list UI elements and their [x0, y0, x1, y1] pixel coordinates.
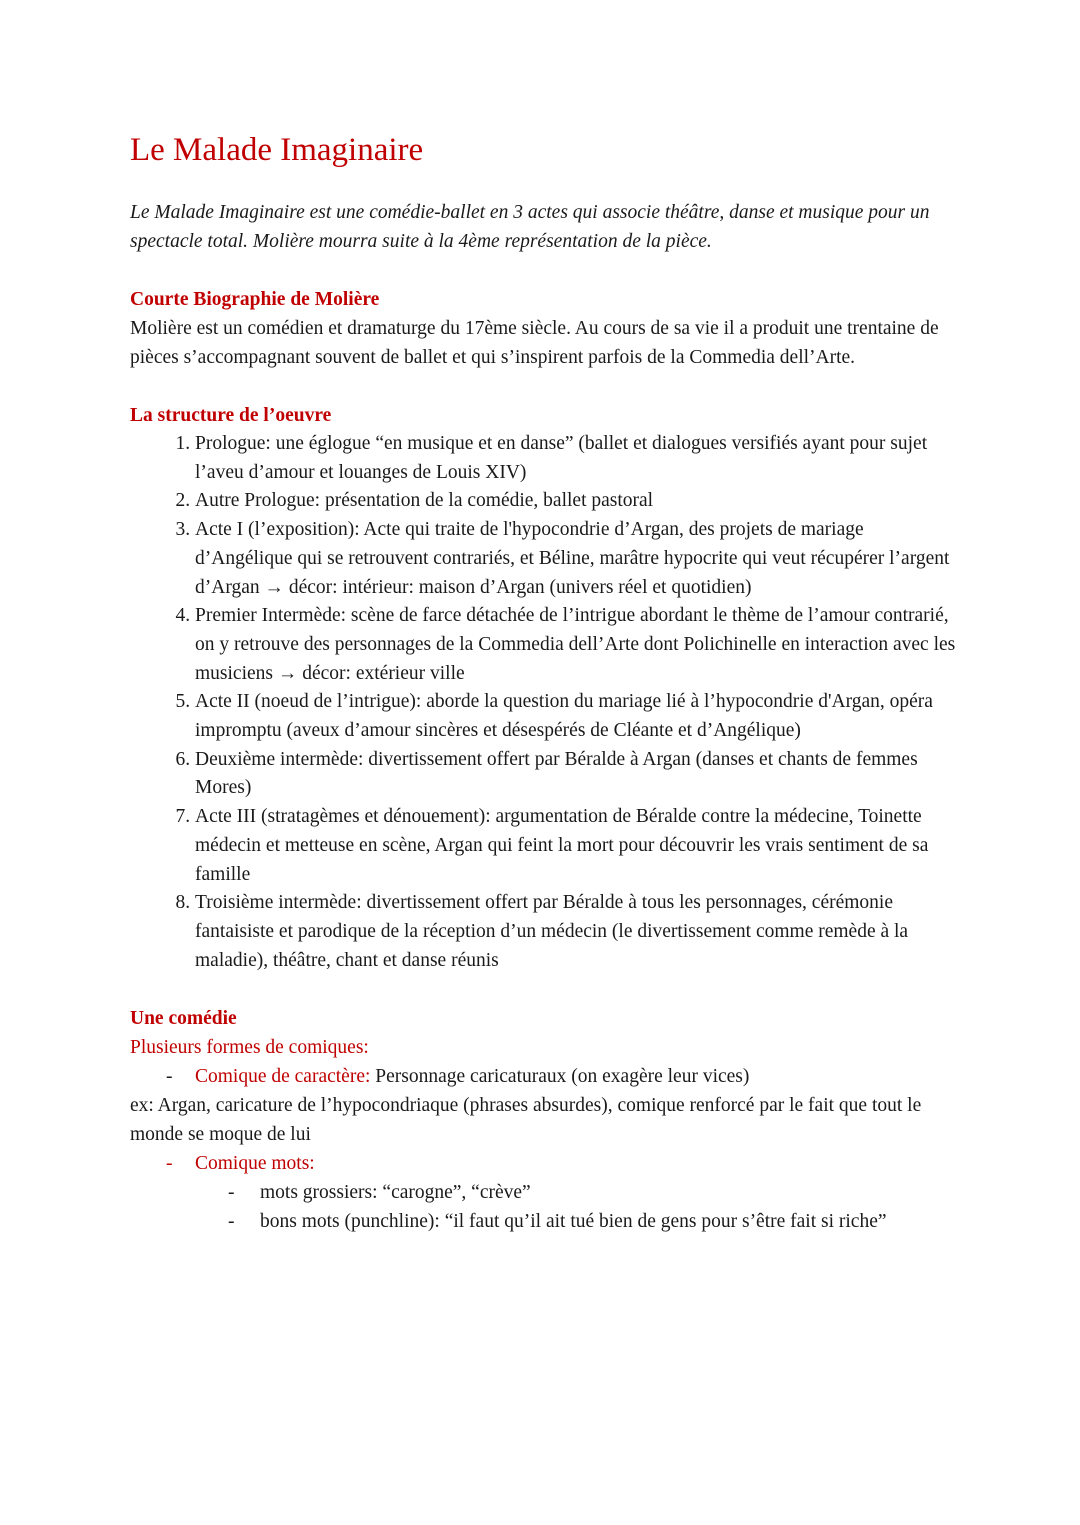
dash-bullet: - — [166, 1153, 173, 1175]
comique-caractere-label: Comique de caractère: — [195, 1066, 371, 1088]
document-page — [130, 128, 960, 1236]
list-item: 4. Premier Intermède: scène de farce détachée de l’intrigue abordant le thème de l’amour contrarié, on y retrouve des personnages de la Commedia dell’Arte dont Polichinelle en interaction avec les musiciens → décor: extérieur ville — [195, 602, 960, 688]
structure-section — [130, 401, 960, 975]
comique-mots-subitem — [130, 1207, 960, 1236]
dash-bullet: - — [228, 1182, 235, 1204]
list-item: 2. Autre Prologue: présentation de la comédie, ballet pastoral — [195, 487, 960, 516]
comique-mots-subitem-text: mots grossiers: “carogne”, “crève” — [260, 1182, 531, 1204]
comedy-section — [130, 1004, 960, 1236]
dash-bullet: - — [228, 1211, 235, 1233]
argan-example: ex: Argan, caricature de l’hypocondriaque (phrases absurdes), comique renforcé par le fait que tout le monde se moque de lui — [130, 1095, 922, 1146]
list-item: 3. Acte I (l’exposition): Acte qui traite de l'hypocondrie d’Argan, des projets de mariage d’Angélique qui se retrouvent contrariés, et Béline, marâtre hypocrite qui veut récupérer l’argent d’Argan → décor: intérieur: maison d’Argan (univers réel et quotidien) — [195, 516, 960, 602]
comique-mots-subitem — [130, 1178, 960, 1207]
list-item: 7. Acte III (stratagèmes et dénouement): argumentation de Béralde contre la médecine, Toinette médecin et metteuse en scène, Argan qui feint la mort pour découvrir les vrais sentiment de sa famille — [195, 803, 960, 889]
biography-text: Molière est un comédien et dramaturge du 17ème siècle. Au cours de sa vie il a produit une trentaine de pièces s’accompagnant souvent de ballet et qui s’inspirent parfois de la Commedia dell’Arte. — [130, 318, 939, 368]
dash-bullet: - — [166, 1066, 173, 1088]
comique-caractere-text: Personnage caricaturaux (on exagère leur vices) — [370, 1066, 750, 1088]
biography-heading: Courte Biographie de Molière — [130, 289, 380, 310]
list-item: 5. Acte II (noeud de l’intrigue): aborde la question du mariage lié à l’hypocondrie d'Argan, opéra impromptu (aveux d’amour sincères et désespérés de Cléante et d’Angélique) — [195, 688, 960, 745]
document-title: Le Malade Imaginaire — [130, 132, 424, 168]
comedy-subheading: Plusieurs formes de comiques: — [130, 1037, 369, 1059]
structure-list — [130, 430, 960, 975]
comique-mots-label: Comique mots: — [195, 1153, 315, 1175]
comique-caractere-item — [130, 1062, 960, 1091]
list-item: 6. Deuxième intermède: divertissement offert par Béralde à Argan (danses et chants de femmes Mores) — [195, 746, 960, 803]
biography-section — [130, 285, 960, 372]
comique-mots-subitem-text: bons mots (punchline): “il faut qu’il ait tué bien de gens pour s’être fait si riche” — [260, 1211, 887, 1233]
structure-heading: La structure de l’oeuvre — [130, 405, 332, 426]
list-item: 8. Troisième intermède: divertissement offert par Béralde à tous les personnages, cérémonie fantaisiste et parodique de la réception d’un médecin (le divertissement comme remède à la maladie), théâtre, chant et danse réunis — [195, 889, 960, 975]
comedy-heading: Une comédie — [130, 1008, 237, 1030]
comique-mots-item — [130, 1149, 960, 1178]
list-item: 1. Prologue: une églogue “en musique et en danse” (ballet et dialogues versifiés ayant pour sujet l’aveu d’amour et louanges de Louis XIV) — [195, 430, 960, 487]
intro-paragraph: Le Malade Imaginaire est une comédie-ballet en 3 actes qui associe théâtre, danse et musique pour un spectacle total. Molière mourra suite à la 4ème représentation de la pièce. — [130, 202, 930, 252]
